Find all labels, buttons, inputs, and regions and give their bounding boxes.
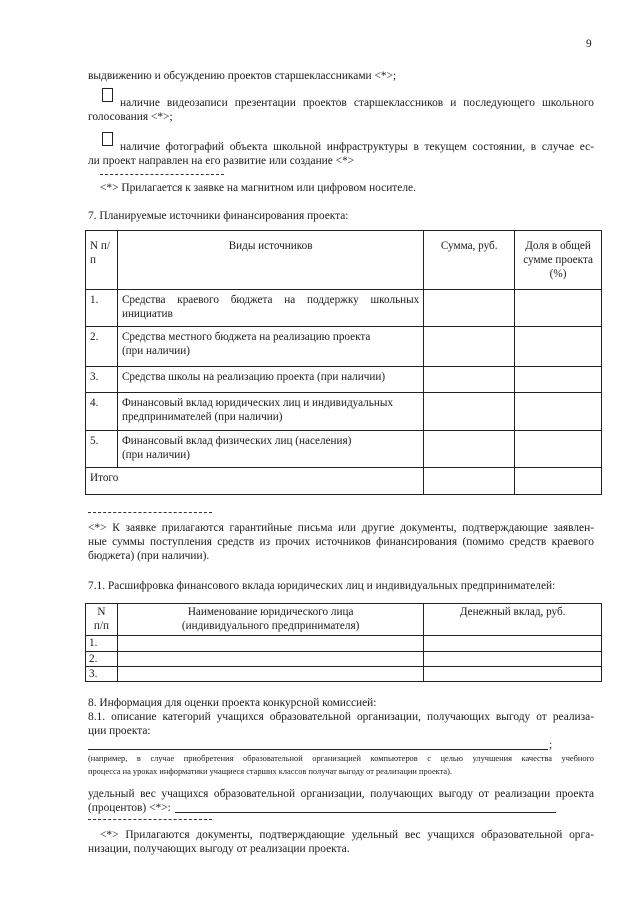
total-share-cell[interactable] — [515, 468, 602, 495]
row-num: 3. — [90, 371, 99, 383]
amount-cell[interactable] — [424, 652, 602, 667]
name-cell[interactable] — [117, 652, 423, 667]
header-share — [515, 231, 601, 284]
row-source-line2: предпринимателей (при наличии) — [121, 411, 283, 423]
item-photo-line2: ли проект направлен на его развитие или создание <*> — [88, 155, 355, 167]
name-cell[interactable] — [117, 636, 423, 652]
item-video-line2: голосования <*>; — [88, 111, 173, 123]
table-row — [86, 667, 602, 682]
amount-cell[interactable] — [424, 290, 515, 327]
amount-cell[interactable] — [424, 367, 515, 393]
share-cell[interactable] — [515, 367, 602, 393]
table-total-row — [86, 468, 602, 495]
categories-semicolon: ; — [549, 739, 553, 751]
page-number: 9 — [586, 38, 592, 50]
footnote-guarantee-line1: <*> К заявке прилагаются гарантийные письма или другие документы, подтверждающие заявлен- — [88, 522, 594, 534]
header-name — [118, 604, 423, 634]
row-num: 1. — [89, 637, 98, 649]
item-photo-line1: наличие фотографий объекта школьной инфраструктуры в текущем состоянии, в случае ес- — [120, 141, 594, 153]
section7-title: 7. Планируемые источники финансирования проекта: — [88, 210, 349, 222]
header-amount: Сумма, руб. — [440, 240, 498, 252]
footnote-separator — [100, 174, 224, 175]
footnote-media: <*> Прилагается к заявке на магнитном или цифровом носителе. — [100, 182, 416, 194]
table-row — [86, 290, 602, 327]
row-num: 2. — [90, 331, 99, 343]
item-video-line1: наличие видеозаписи презентации проектов старшеклассников и последующего школьного — [120, 97, 594, 109]
footnote-documents-line1: <*> Прилагаются документы, подтверждающие удельный вес учащихся образовательной орга- — [100, 829, 594, 841]
table-header-row — [86, 604, 602, 636]
row-num: 2. — [89, 653, 98, 665]
table-row — [86, 367, 602, 393]
footnote-guarantee-line2: ные суммы поступления средств из прочих источников финансирования (помимо средств краевого — [88, 536, 594, 548]
checkbox-video[interactable] — [102, 88, 113, 102]
section71-title: 7.1. Расшифровка финансового вклада юридических лиц и индивидуальных предпринимателей: — [88, 580, 556, 592]
header-num-line2: п/п — [93, 620, 110, 632]
amount-cell[interactable] — [424, 667, 602, 682]
funding-sources-table — [85, 230, 602, 495]
header-amount: Денежный вклад, руб. — [459, 606, 566, 618]
row-source — [118, 431, 423, 465]
amount-cell[interactable] — [424, 636, 602, 652]
header-num — [86, 604, 117, 634]
row-source — [118, 393, 423, 427]
header-name-line2: (индивидуального предпринимателя) — [181, 620, 360, 632]
row-source — [118, 327, 423, 361]
row-source-line1: Средства школы на реализацию проекта (при наличии) — [121, 371, 386, 383]
checkbox-photo[interactable] — [102, 132, 113, 146]
table-header-row — [86, 231, 602, 290]
row-source-line2: (при наличии) — [121, 345, 190, 357]
row-num: 5. — [90, 435, 99, 447]
table-row — [86, 393, 602, 431]
row-source-line1: Финансовый вклад физических лиц (населения) — [121, 435, 352, 447]
share-input-line[interactable] — [175, 812, 556, 813]
share-cell[interactable] — [515, 431, 602, 468]
amount-cell[interactable] — [424, 327, 515, 367]
table-row — [86, 636, 602, 652]
row-num: 3. — [89, 668, 98, 680]
amount-cell[interactable] — [424, 393, 515, 431]
row-source — [118, 290, 423, 324]
row-num: 1. — [90, 294, 99, 306]
share-line2: (процентов) <*>: — [88, 802, 171, 814]
header-share-line1: Доля в общей — [525, 240, 591, 252]
share-cell[interactable] — [515, 393, 602, 431]
header-name-line1: Наименование юридического лица — [187, 606, 354, 618]
share-cell[interactable] — [515, 290, 602, 327]
share-line1: удельный вес учащихся образовательной организации, получающих выгоду от реализации проекта — [88, 788, 594, 800]
footnote-documents-line2: низации, получающих выгоду от реализации проекта. — [88, 843, 350, 855]
intro-line: выдвижению и обсуждению проектов старшеклассниками <*>; — [88, 70, 397, 82]
header-source: Виды источников — [228, 240, 313, 252]
section8-title: 8. Информация для оценки проекта конкурсной комиссией: — [88, 697, 377, 709]
item81-line2: ции проекта: — [88, 725, 151, 737]
share-cell[interactable] — [515, 327, 602, 367]
item81-line1: 8.1. описание категорий учащихся образовательной организации, получающих выгоду от реализа- — [88, 711, 594, 723]
legal-entities-table — [85, 603, 602, 682]
example-line1: (например, в случае приобретения образовательной организацией компьютеров с целью улучшения качества учебного — [88, 754, 594, 763]
example-line2: процесса на уроках информатики учащиеся старших классов получат выгоду от реализации проекта). — [88, 767, 452, 776]
categories-input-line[interactable] — [88, 749, 548, 750]
header-num-line1: N — [97, 606, 106, 618]
row-source-line2: (при наличии) — [121, 449, 190, 461]
footnote-separator — [88, 819, 212, 820]
row-source-line1: Финансовый вклад юридических лиц и индивидуальных — [121, 397, 393, 409]
total-amount-cell[interactable] — [424, 468, 515, 495]
row-num: 4. — [90, 397, 99, 409]
footnote-guarantee-line3: бюджета) (при наличии). — [88, 550, 210, 562]
header-share-line2: сумме проекта — [523, 254, 593, 266]
table-row — [86, 431, 602, 468]
table-row — [86, 327, 602, 367]
row-source-line1: Средства краевого бюджета на поддержку школьных — [121, 294, 420, 306]
total-label: Итого — [90, 472, 119, 484]
name-cell[interactable] — [117, 667, 423, 682]
table-row — [86, 652, 602, 667]
header-share-line3: (%) — [549, 268, 567, 280]
header-num: N п/п — [90, 240, 110, 266]
row-source — [118, 367, 423, 387]
row-source-line1: Средства местного бюджета на реализацию проекта — [121, 331, 371, 343]
footnote-separator — [88, 512, 212, 513]
amount-cell[interactable] — [424, 431, 515, 468]
row-source-line2: инициатив — [121, 308, 173, 320]
